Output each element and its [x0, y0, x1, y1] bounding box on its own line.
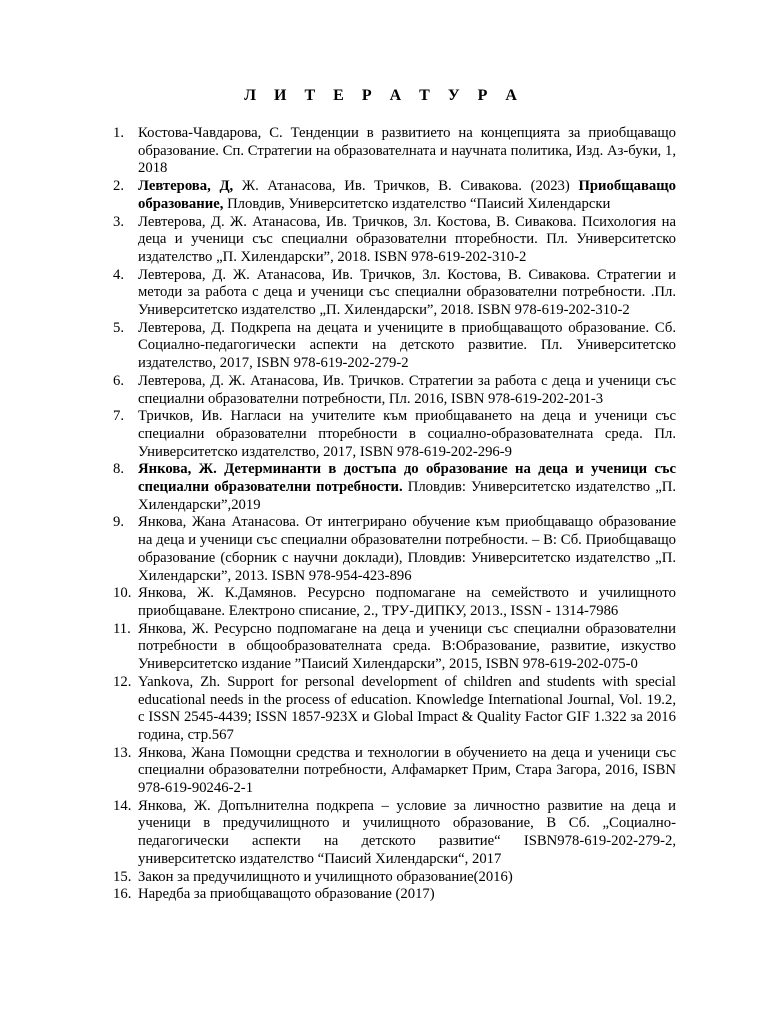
- reference-text: Наредба за приобщаващото образование (2017): [138, 886, 435, 903]
- reference-text: Закон за предучилищното и училищното образование(2016): [138, 868, 513, 885]
- reference-item: [113, 267, 676, 320]
- reference-number: 9.: [113, 514, 125, 531]
- reference-item: [113, 178, 676, 213]
- reference-number: 13.: [113, 744, 132, 761]
- reference-number: 8.: [113, 461, 125, 478]
- reference-item: [113, 585, 676, 620]
- reference-number: 2.: [113, 178, 125, 195]
- reference-number: 3.: [113, 213, 125, 230]
- reference-item: [113, 461, 676, 514]
- page-title: Л И Т Е Р А Т У Р А: [244, 87, 524, 104]
- reference-number: 12.: [113, 673, 132, 690]
- reference-item: [113, 886, 676, 904]
- reference-number: 15.: [113, 868, 132, 885]
- reference-number: 11.: [113, 620, 131, 637]
- reference-item: [113, 869, 676, 887]
- reference-number: 5.: [113, 319, 125, 336]
- reference-text: Тричков, Ив. Нагласи на учителите към приобщаването на деца и ученици със специални образователни пторебности в социално-образователната среда. Пл. Университетско издателство, 2017, ISBN 978-619-202-296-9: [138, 408, 676, 460]
- reference-item: [113, 408, 676, 461]
- reference-text: Левтерова, Д. Подкрепа на децата и учениците в приобщаващото образование. Сб. Социално-педагогически аспекти на детското развитие. Пл. Университетско издателство, 2017, ISBN 978-619-202-279-2: [138, 319, 676, 372]
- reference-text: Ж. Атанасова, Ив. Тричков, В. Сивакова. (2023): [233, 178, 579, 195]
- reference-number: 4.: [113, 266, 125, 283]
- reference-number: 10.: [113, 585, 132, 602]
- reference-item: [113, 214, 676, 267]
- reference-text: Пловдив, Университетско издателство “Паисий Хилендарски: [223, 195, 611, 212]
- reference-list: [113, 125, 676, 904]
- reference-item: [113, 320, 676, 373]
- reference-item: [113, 373, 676, 408]
- reference-text: Левтерова, Д. Ж. Атанасова, Ив. Тричков. Стратегии за работа с деца и ученици със специални образователни потребности, Пл. 2016, ISBN 978-619-202-201-3: [138, 372, 676, 407]
- reference-text-bold: Янкова, Ж. Детерминанти в достъпа до образование на деца и ученици със специални образователни потребности.: [138, 461, 676, 496]
- reference-number: 16.: [113, 886, 132, 903]
- reference-number: 6.: [113, 372, 125, 389]
- reference-text: Левтерова, Д. Ж. Атанасова, Ив. Тричков, Зл. Костова, В. Сивакова. Психология на деца и ученици със специални образователни пторебности. Пл. Университетско издателство „П. Хилендарски”, 2018. ISBN 978-619-202-310-2: [138, 213, 676, 265]
- reference-number: 14.: [113, 797, 132, 814]
- reference-text-bold: Левтерова, Д,: [138, 178, 234, 195]
- reference-text: Янкова, Жана Атанасова. От интегрирано обучение към приобщаващо образование на деца и ученици със специални образователни потребности. – В: Сб. Приобщаващо образование (сборник с научни доклади), Пловдив: Университетско издателство „П. Хилендарски”, 2013. ISBN 978-954-423-896: [138, 514, 676, 584]
- reference-number: 1.: [113, 125, 125, 141]
- reference-text: Янкова, Жана Помощни средства и технологии в обучението на деца и ученици със специални образователни потребности, Алфамаркет Прим, Стара Загора, 2016, ISBN 978-619-90246-2-1: [138, 744, 676, 797]
- reference-text: Костова-Чавдарова, С. Тенденции в развитието на концепцията за приобщаващо образование. Сп. Стратегии на образователната и научната политика, Изд. Аз-буки, 1, 2018: [138, 125, 676, 177]
- reference-number: 7.: [113, 408, 125, 425]
- reference-text: Левтерова, Д. Ж. Атанасова, Ив. Тричков, Зл. Костова, В. Сивакова. Стратегии и методи за работа с деца и ученици със специални образователни потребности. .Пл. Университетско издателство „П. Хилендарски”, 2018. ISBN 978-619-202-310-2: [138, 266, 676, 319]
- reference-text: Yankova, Zh. Support for personal development of children and students with special educational needs in the process of education. Knowledge International Journal, Vol. 19.2, с ISSN 2545-4439; ISSN 1857-923X и Global Impact & Quality Factor GIF 1.322 за 2016 година, стр.567: [138, 673, 676, 743]
- reference-text: Янкова, Ж. Допълнителна подкрепа – условие за личностно развитие на деца и ученици в предучилищното и училищното образование, В Сб. „Социално-педагогически аспекти на детското развитие“ ISBN978-619-202-279-2, университетско издателство “Паисий Хилендарски“, 2017: [138, 797, 676, 867]
- reference-text: Янкова, Ж. Ресурсно подпомагане на деца и ученици със специални образователни потребности в общообразователната среда. В:Образование, развитие, изкуство Университетско издание ”Паисий Хилендарски”, 2015, ISBN 978-619-202-075-0: [138, 620, 676, 673]
- reference-item: [113, 674, 676, 745]
- reference-item: [113, 745, 676, 798]
- reference-text: Янкова, Ж. К.Дамянов. Ресурсно подпомагане на семейството и училищното приобщаване. Електроно списание, 2., ТРУ-ДИПКУ, 2013., ISSN - 1314-7986: [138, 585, 676, 619]
- reference-item: [113, 125, 676, 178]
- reference-item: [113, 798, 676, 869]
- reference-item: [113, 514, 676, 585]
- reference-item: [113, 621, 676, 674]
- reference-text-bold: Приобщаващо образование,: [138, 178, 676, 212]
- reference-text: Пловдив: Университетско издателство „П. Хилендарски”,2019: [138, 479, 676, 513]
